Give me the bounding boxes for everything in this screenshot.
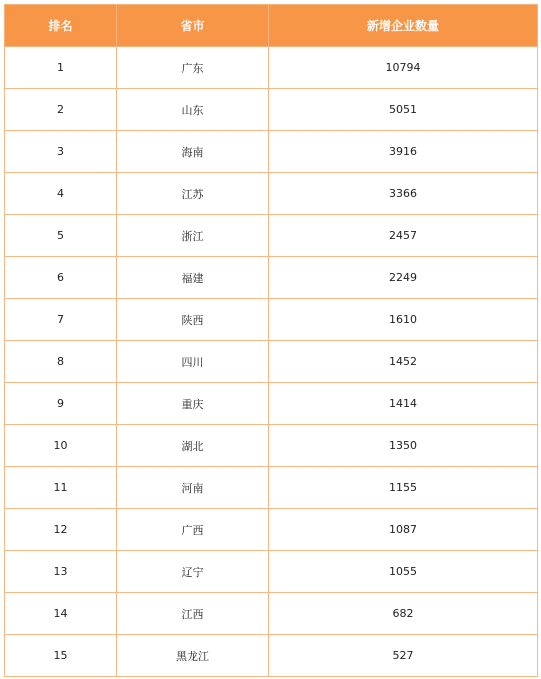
province-cell: 广西 [117,509,269,551]
count-cell: 3916 [269,131,538,173]
count-cell: 2457 [269,215,538,257]
rank-cell: 1 [5,47,117,89]
rank-cell: 8 [5,341,117,383]
rank-cell: 7 [5,299,117,341]
table-row [5,131,538,173]
province-cell: 山东 [117,89,269,131]
header-new-enterprises: 新增企业数量 [269,5,538,47]
table-row [5,383,538,425]
count-cell: 1452 [269,341,538,383]
count-cell: 527 [269,635,538,677]
table-header-row [5,5,538,47]
rank-cell: 6 [5,257,117,299]
province-cell: 福建 [117,257,269,299]
table-row [5,551,538,593]
rank-cell: 5 [5,215,117,257]
table-row [5,215,538,257]
rank-cell: 9 [5,383,117,425]
rank-cell: 11 [5,467,117,509]
header-province: 省市 [117,5,269,47]
rank-cell: 14 [5,593,117,635]
count-cell: 1087 [269,509,538,551]
rank-cell: 12 [5,509,117,551]
table-row [5,467,538,509]
count-cell: 682 [269,593,538,635]
ranking-table-container [4,4,537,677]
rank-cell: 4 [5,173,117,215]
province-cell: 四川 [117,341,269,383]
count-cell: 1610 [269,299,538,341]
count-cell: 1350 [269,425,538,467]
province-cell: 黑龙江 [117,635,269,677]
province-cell: 湖北 [117,425,269,467]
province-cell: 浙江 [117,215,269,257]
province-cell: 陕西 [117,299,269,341]
table-row [5,257,538,299]
province-cell: 河南 [117,467,269,509]
table-row [5,509,538,551]
table-row [5,635,538,677]
rank-cell: 13 [5,551,117,593]
table-row [5,299,538,341]
count-cell: 1414 [269,383,538,425]
count-cell: 1155 [269,467,538,509]
table-row [5,425,538,467]
count-cell: 5051 [269,89,538,131]
count-cell: 2249 [269,257,538,299]
count-cell: 3366 [269,173,538,215]
header-rank: 排名 [5,5,117,47]
table-row [5,593,538,635]
table-row [5,341,538,383]
province-cell: 海南 [117,131,269,173]
province-cell: 江西 [117,593,269,635]
table-row [5,47,538,89]
rank-cell: 2 [5,89,117,131]
province-cell: 辽宁 [117,551,269,593]
rank-cell: 3 [5,131,117,173]
rank-cell: 15 [5,635,117,677]
count-cell: 10794 [269,47,538,89]
table-row [5,173,538,215]
ranking-table [4,4,538,677]
province-cell: 江苏 [117,173,269,215]
province-cell: 广东 [117,47,269,89]
rank-cell: 10 [5,425,117,467]
table-row [5,89,538,131]
count-cell: 1055 [269,551,538,593]
province-cell: 重庆 [117,383,269,425]
